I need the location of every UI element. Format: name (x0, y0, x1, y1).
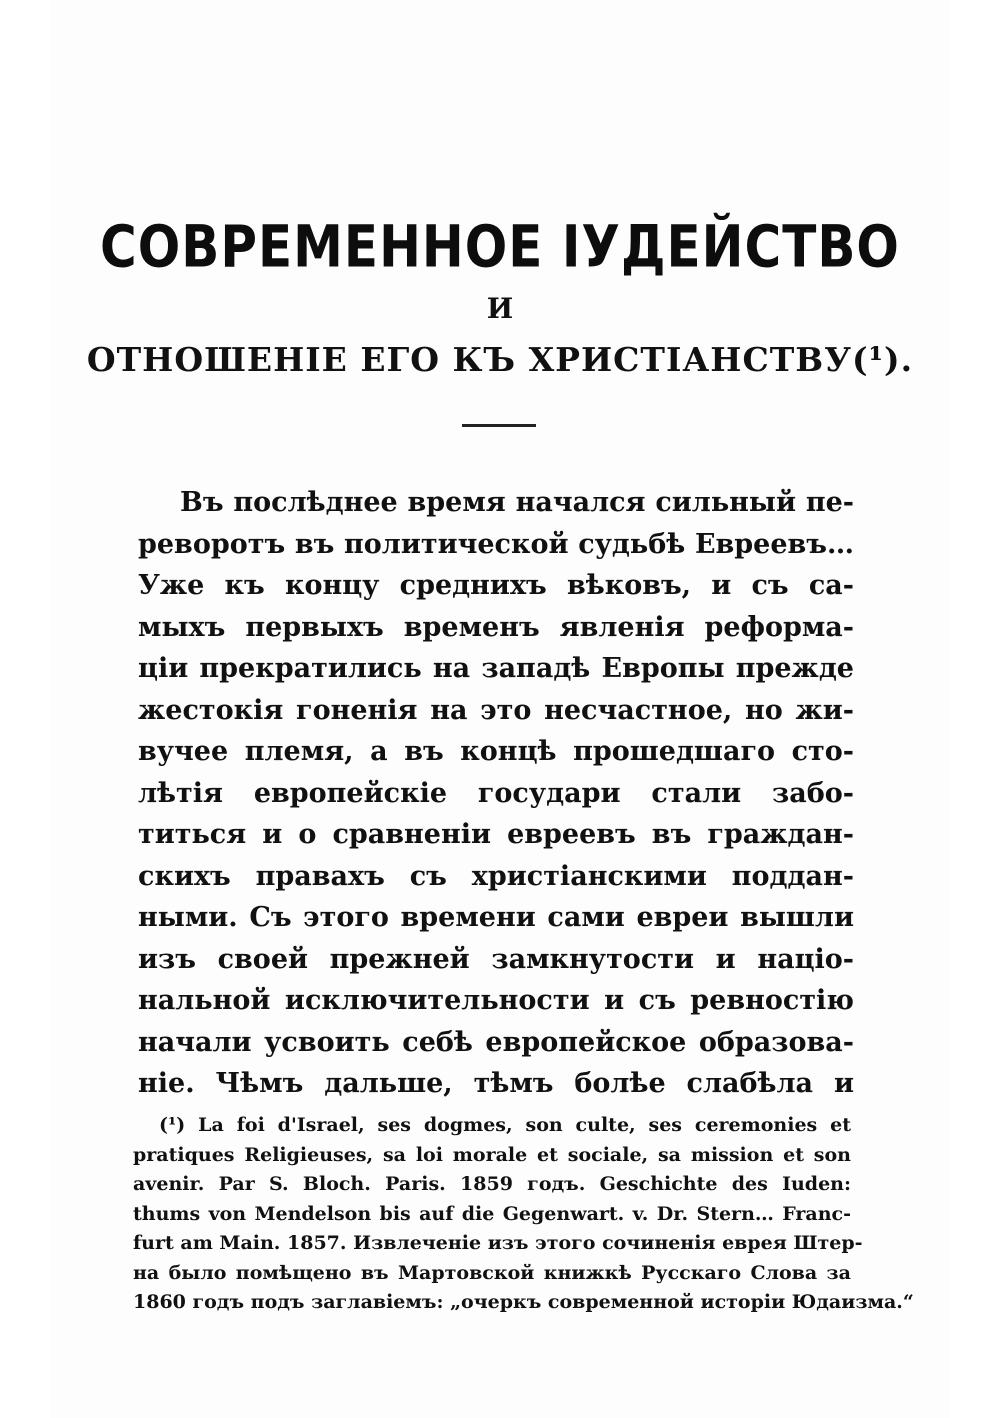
body-line: реворотъ въ политической судьбѣ Евреевъ… (138, 528, 854, 560)
body-line: ціи прекратились на западѣ Европы прежде (138, 653, 854, 684)
footnote-line: pratiques Religieuses, sa loi morale et sociale, sa mission et son (133, 1143, 851, 1166)
body-line: ными. Съ этого времени сами евреи вышли (138, 902, 854, 933)
body-line: жестокія гоненія на это несчастное, но жи- (138, 694, 854, 726)
body-line: Въ послѣднее время начался сильный пе- (180, 487, 854, 518)
body-line: изъ своей прежней замкнутости и націо- (138, 943, 854, 975)
footnote-line: (¹) La foi d'Israel, ses dogmes, son culte, ses ceremonies et (159, 1114, 851, 1136)
footnote-line: 1860 годъ подъ заглавіемъ: „очеркъ современной исторіи Юдаизма.“ (133, 1291, 914, 1313)
body-text (138, 482, 854, 1105)
body-line: скихъ правахъ съ христіанскими поддан- (138, 860, 854, 892)
footnote-reference: (¹). (851, 340, 914, 379)
footnote-line: furt am Main. 1857. Извлеченіе изъ этого сочиненія еврея Штер- (133, 1232, 863, 1254)
body-line: титься и о сравненіи евреевъ въ граждан- (138, 819, 854, 850)
title-divider (462, 424, 536, 427)
body-line: вучее племя, а въ концѣ прошедшаго сто- (138, 736, 854, 767)
body-line: нальной исключительности и съ ревностію (138, 985, 854, 1016)
body-line: лѣтія европейскіе государи стали забо- (138, 777, 854, 809)
body-line: начали усвоить себѣ европейское образова- (138, 1026, 854, 1058)
footnote (133, 1111, 914, 1318)
body-line: Уже къ концу среднихъ вѣковъ, и съ са- (138, 570, 854, 601)
page-subtitle (0, 340, 1000, 379)
footnote-line: на было помѣщено въ Мартовской книжкѣ Русскаго Слова за (133, 1261, 851, 1284)
page-title: СОВРЕМЕННОЕ ІУДЕЙСТВО (100, 213, 900, 281)
body-line: ніе. Чѣмъ дальше, тѣмъ болѣе слабѣла и (138, 1068, 854, 1099)
body-line: мыхъ первыхъ временъ явленія реформа- (138, 611, 854, 643)
footnote-line: thums von Mendelson bis auf die Gegenwart. v. Dr. Stern… Franc- (133, 1202, 851, 1225)
title-conjunction: И (486, 292, 514, 325)
footnote-line: avenir. Par S. Bloch. Paris. 1859 годъ. Geschichte des Iuden: (133, 1173, 851, 1195)
subtitle-text: ОТНОШЕНІЕ ЕГО КЪ ХРИСТІАНСТВУ (86, 340, 852, 379)
